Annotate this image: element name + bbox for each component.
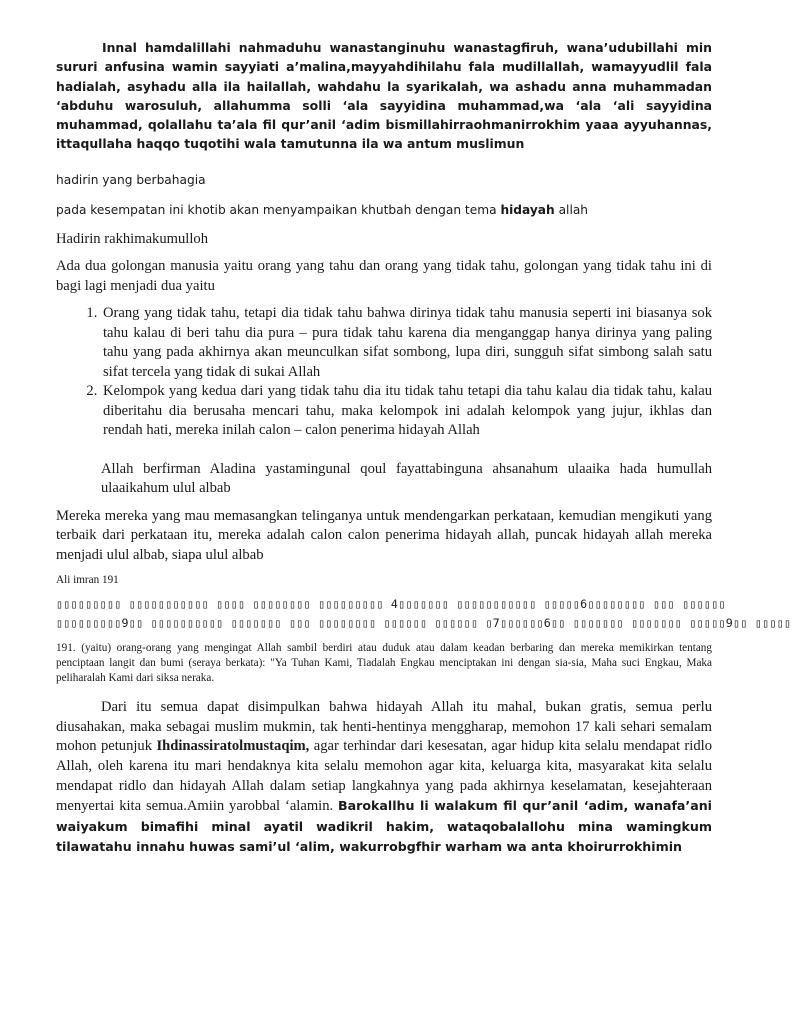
greeting-paragraph-2: Hadirin rakhimakumulloh — [56, 230, 208, 247]
arabic-line: ▯▯▯▯▯▯▯▯▯ ▯▯▯▯▯▯▯▯▯▯▯ ▯▯▯▯ ▯▯▯▯▯▯▯▯ ▯▯▯▯▯▯▯▯▯ 4▯▯▯▯▯▯▯ ▯▯▯▯▯▯▯▯▯▯▯ ▯▯▯▯▯6▯▯▯▯▯▯▯▯ ▯▯▯ ▯▯▯▯▯▯ — [56, 597, 726, 612]
theme-text: pada kesempatan ini khotib akan menyampaikan khutbah dengan tema — [56, 202, 501, 217]
intro-paragraph: Ada dua golongan manusia yaitu orang yang tahu dan orang yang tidak tahu, golongan yang tidak tahu ini di bagi lagi menjadi dua yaitu — [56, 258, 712, 294]
opening-paragraph: Innal hamdalillahi nahmaduhu wanastanginuhu wanastagfiruh, wana’udubillahi min sururi anfusina wamin sayyiati a’malina,mayyahdihilahu fala mudillallah, wamayyudlil fala hadialah, asyhadu alla ila hailallah, wahdahu la syarikalah, wa ashadu anna muhammadan ‘abduhu warosuluh, allahumma solli ‘ala sayyidina muhammad,wa ‘ala ‘ali sayyidina muhammad, qolallahu ta’ala fil qur’anil ‘adim bismillahirraohmanirrokhim yaaa ayyuhannas, ittaqullaha haqqo tuqotihi wala tamutunna ila wa antum muslimun — [56, 40, 712, 152]
arabic-line: ▯▯▯▯▯▯▯▯▯9▯▯ ▯▯▯▯▯▯▯▯▯▯ ▯▯▯▯▯▯▯ ▯▯▯ ▯▯▯▯▯▯▯▯ ▯▯▯▯▯▯ ▯▯▯▯▯▯ ▯7▯▯▯▯▯▯6▯▯ ▯▯▯▯▯▯▯ ▯▯▯▯▯▯▯ ▯▯▯▯▯9▯▯ ▯▯▯▯▯ — [56, 616, 791, 631]
theme-text-end: allah — [554, 202, 589, 217]
verse-translation: 191. (yaitu) orang-orang yang mengingat Allah sambil berdiri atau duduk atau dalam keadan berbaring dan mereka memikirkan tentang penciptaan langit dan bumi (seraya berkata): "Ya Tuhan Kami, Tiadalah Engkau menciptakan ini dengan sia-sia, Maha suci Engkau, Maka peliharalah Kami dari siksa neraka. — [56, 642, 712, 685]
numbered-list — [56, 304, 712, 441]
closing-prayer: Barokallhu li walakum fil qur’anil ‘adim, wanafa’ani waiyakum bimafihi minal ayatil wadikril hakim, wataqobalallohu mina wamingkum tilawatahu innahu huwas sami’ul ‘alim, wakurrobgfhir warham wa anta khoirurrokhimin — [56, 798, 712, 855]
quote-paragraph: Allah berfirman Aladina yastamingunal qoul fayattabinguna ahsanahum ulaaika hada humullah ulaaikahum ulul albab — [101, 460, 712, 497]
theme-keyword: hidayah — [500, 202, 555, 217]
closing-text-2: agar terhindar dari kesesatan, agar hidup kita selalu mendapat ridlo Allah, oleh karena itu mari hendaknya kita selalu memohon agar kita, keluarga kita, masyarakat kita selalu mendapat ridlo dan hidayah Allah dalam setiap langkahnya yang pada akhirnya keselamatan, kesejahteraan menyertai kita semua.Amiin yarobbal ‘alamin. — [56, 738, 712, 815]
verse-reference: Ali imran 191 — [56, 574, 119, 587]
list-item: 1. Orang yang tidak tahu, tetapi dia tidak tahu bahwa dirinya tidak tahu manusia seperti ini biasanya sok tahu kalau di beri tahu dia pura – pura tidak tahu karena dia menganggap hanya dirinya yang paling tahu yang pada akhirnya akan meunculkan sifat sombong, lupa diri, sungguh sifat simbong salah satu sifat tercela yang tidak di sukai Allah — [101, 304, 712, 382]
listeners-paragraph: Mereka mereka yang mau memasangkan telinganya untuk mendengarkan perkataan, kemudian mengikuti yang terbaik dari perkataan itu, mereka adalah calon calon penerima hidayah allah, puncak hidayah allah mereka menjadi ulul albab, siapa ulul albab — [56, 507, 712, 563]
arabic-verse — [56, 595, 791, 633]
list-item: 2. Kelompok yang kedua dari yang tidak tahu dia itu tidak tahu tetapi dia tahu kalau dia tidak tahu, kalau diberitahu dia berusaha mencari tahu, maka kelompok ini adalah kelompok yang jujur, ikhlas dan rendah hati, mereka inilah calon – calon penerima hidayah Allah — [101, 382, 712, 441]
closing-text: Dari itu semua dapat disimpulkan bahwa hidayah Allah itu mahal, bukan gratis, semua perlu diusahakan, maka sebagai muslim mukmin, tak henti-hentinya menggharap, memohon 17 kali sehari semalam mohon petunjuk — [56, 699, 712, 755]
theme-paragraph — [56, 201, 712, 220]
greeting-paragraph: hadirin yang berbahagia — [56, 172, 206, 187]
closing-bold-term: Ihdinassiratolmustaqim, — [156, 738, 310, 755]
closing-paragraph — [56, 698, 712, 858]
